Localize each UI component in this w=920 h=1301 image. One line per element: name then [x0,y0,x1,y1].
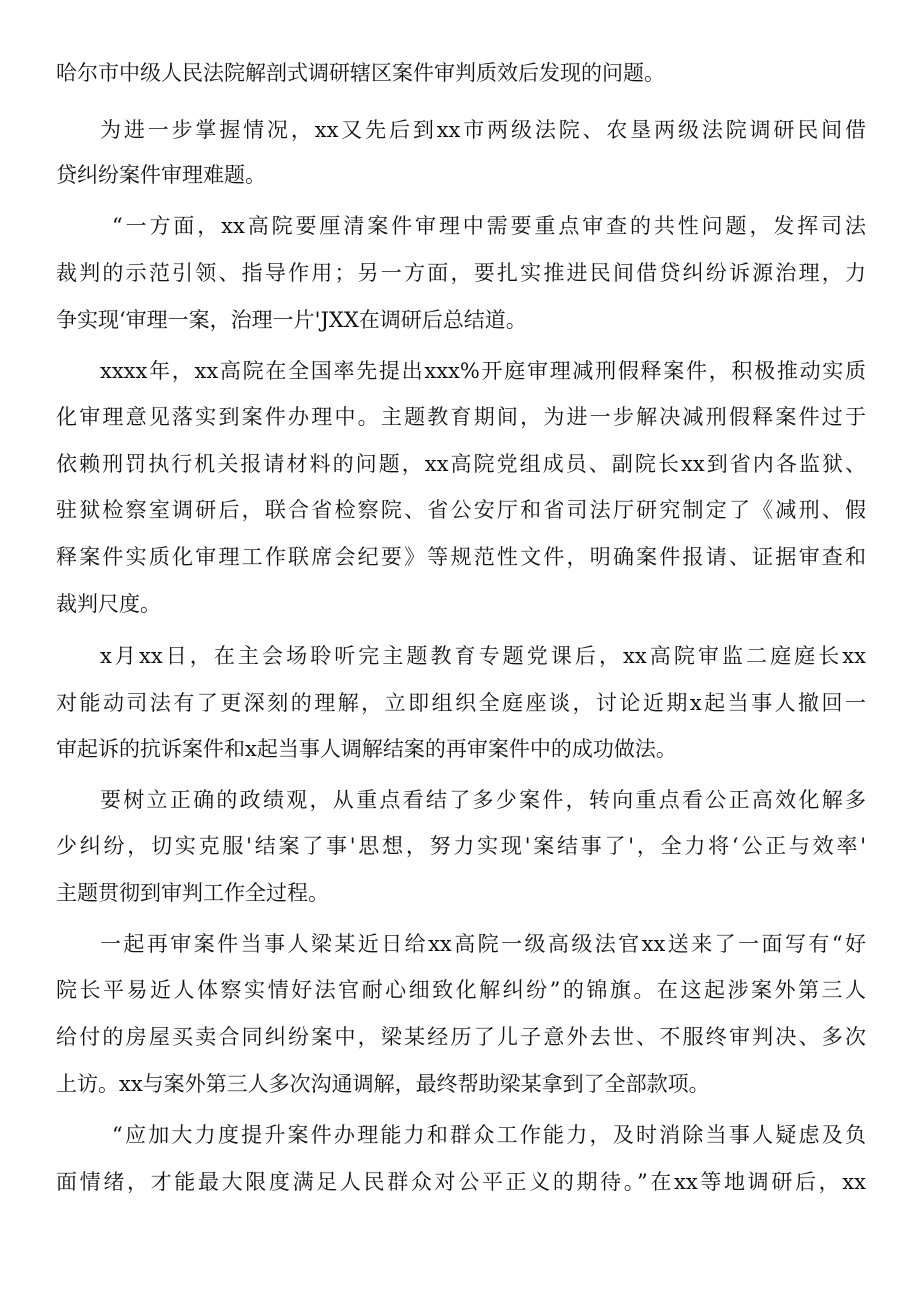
text-line: 依赖刑罚执行机关报请材料的问题，xx高院党组成员、副院长xx到省内各监狱、 [56,452,866,476]
text-line: 上访。xx与案外第三人多次沟通调解，最终帮助梁某拿到了全部款项。 [56,1072,710,1096]
text-line: 少纠纷，切实克服'结案了事'思想，努力实现'案结事了'，全力将‘公正与效率' [56,834,866,858]
text-line: 给付的房屋买卖合同纠纷案中，梁某经历了儿子意外去世、不服终审判决、多次 [56,1025,866,1049]
text-line: 驻狱检察室调研后，联合省检察院、省公安厅和省司法厅研究制定了《减刑、假 [56,498,866,522]
text-line: 主题贯彻到审判工作全过程。 [56,881,329,905]
text-line: 对能动司法有了更深刻的理解，立即组织全庭座谈，讨论近期x起当事人撤回一 [56,691,866,715]
text-line: 为进一步掌握情况，xx又先后到xx市两级法院、农垦两级法院调研民间借 [100,118,866,142]
text-line: 释案件实质化审理工作联席会纪要》等规范性文件，明确案件报请、证据审查和 [56,545,866,569]
text-line: 审起诉的抗诉案件和x起当事人调解结案的再审案件中的成功做法。 [56,737,677,761]
text-line: 争实现‘审理一案，治理一片'JXX在调研后总结道。 [56,308,527,332]
text-line: “一方面，xx高院要厘清案件审理中需要重点审查的共性问题，发挥司法 [112,214,866,238]
text-line: “应加大力度提升案件办理能力和群众工作能力，及时消除当事人疑虑及负 [112,1123,866,1147]
text-line: 化审理意见落实到案件办理中。主题教育期间，为进一步解决减刑假释案件过于 [56,405,866,429]
text-line: x月xx日，在主会场聆听完主题教育专题党课后，xx高院审监二庭庭长xx [100,644,866,668]
text-line: 院长平易近人体察实情好法官耐心细致化解纠纷”的锦旗。在这起涉案外第三人 [56,978,866,1002]
text-line: xxxx年，xx高院在全国率先提出xxx%开庭审理减刑假释案件，积极推动实质 [100,359,866,383]
text-line: 裁判尺度。 [56,592,161,616]
text-line: 一起再审案件当事人梁某近日给xx高院一级高级法官xx送来了一面写有“好 [100,932,866,956]
text-line: 贷纠纷案件审理难题。 [56,163,266,187]
text-line: 裁判的示范引领、指导作用；另一方面，要扎实推进民间借贷纠纷诉源治理，力 [56,261,866,285]
text-line: 要树立正确的政绩观，从重点看结了多少案件，转向重点看公正高效化解多 [100,788,866,812]
text-line: 面情绪，才能最大限度满足人民群众对公平正义的期待。”在xx等地调研后，xx [56,1170,866,1194]
text-line: 哈尔市中级人民法院解剖式调研辖区案件审判质效后发现的问题。 [56,61,665,85]
